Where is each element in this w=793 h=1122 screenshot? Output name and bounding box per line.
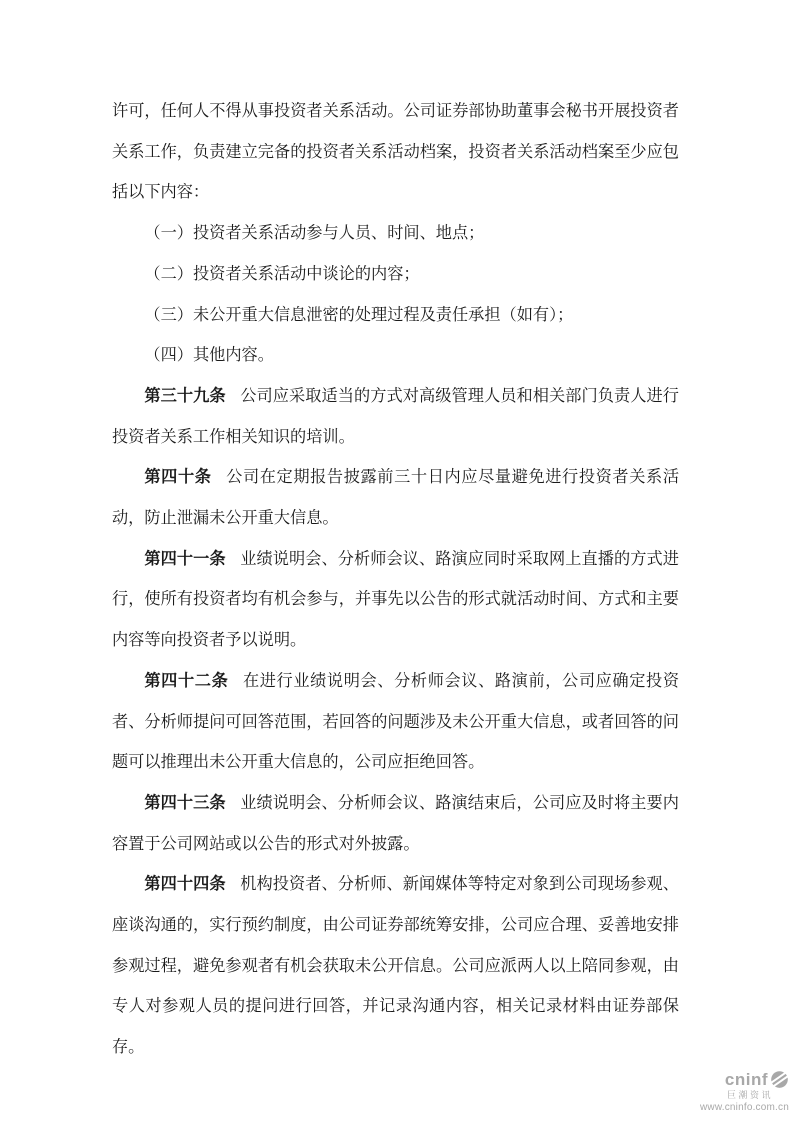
cninfo-logo-text: cninf [724,1070,768,1089]
cninfo-swirl-icon [770,1070,789,1089]
article-number: 第四十三条 [144,793,226,812]
article-paragraph: 第四十二条 在进行业绩说明会、分析师会议、路演前，公司应确定投资者、分析师提问可回答范围，若回答的问题涉及未公开重大信息，或者回答的问题可以推理出未公开重大信息的，公司应拒绝回答。 [112,671,680,772]
body-paragraph: （三）未公开重大信息泄密的处理过程及责任承担（如有）； [144,305,574,324]
body-paragraph: （一）投资者关系活动参与人员、时间、地点； [144,224,485,243]
article-paragraph: 第四十三条 业绩说明会、分析师会议、路演结束后，公司应及时将主要内容置于公司网站或以公告的形式对外披露。 [112,793,679,853]
body-paragraph: （四）其他内容。 [144,346,274,365]
cninfo-logo-row [700,1070,789,1089]
document-body [112,91,679,1068]
cninfo-watermark [700,1070,789,1113]
article-number: 第三十九条 [144,386,226,405]
article-number: 第四十二条 [144,671,229,690]
article-number: 第四十四条 [144,875,226,894]
body-paragraph: （二）投资者关系活动中谈论的内容； [144,264,420,283]
body-paragraph: 许可，任何人不得从事投资者关系活动。公司证券部协助董事会秘书开展投资者关系工作，负责建立完备的投资者关系活动档案，投资者关系活动档案至少应包括以下内容： [112,102,679,202]
cninfo-url: www.cninfo.com.cn [700,1102,789,1113]
article-paragraph: 第四十一条 业绩说明会、分析师会议、路演应同时采取网上直播的方式进行，使所有投资者均有机会参与，并事先以公告的形式就活动时间、方式和主要内容等向投资者予以说明。 [112,549,679,650]
article-number: 第四十条 [144,468,212,487]
article-paragraph: 第四十条 公司在定期报告披露前三十日内应尽量避免进行投资者关系活动，防止泄漏未公开重大信息。 [112,468,680,528]
cninfo-subtitle: 巨潮资讯 [726,1090,773,1100]
article-paragraph: 第四十四条 机构投资者、分析师、新闻媒体等特定对象到公司现场参观、座谈沟通的，实行预约制度，由公司证券部统筹安排，公司应合理、妥善地安排参观过程，避免参观者有机会获取未公开信息。公司应派两人以上陪同参观，由专人对参观人员的提问进行回答，并记录沟通内容，相关记录材料由证券部保存。 [112,875,679,1057]
article-paragraph: 第三十九条 公司应采取适当的方式对高级管理人员和相关部门负责人进行投资者关系工作相关知识的培训。 [112,386,679,446]
article-number: 第四十一条 [144,549,226,568]
